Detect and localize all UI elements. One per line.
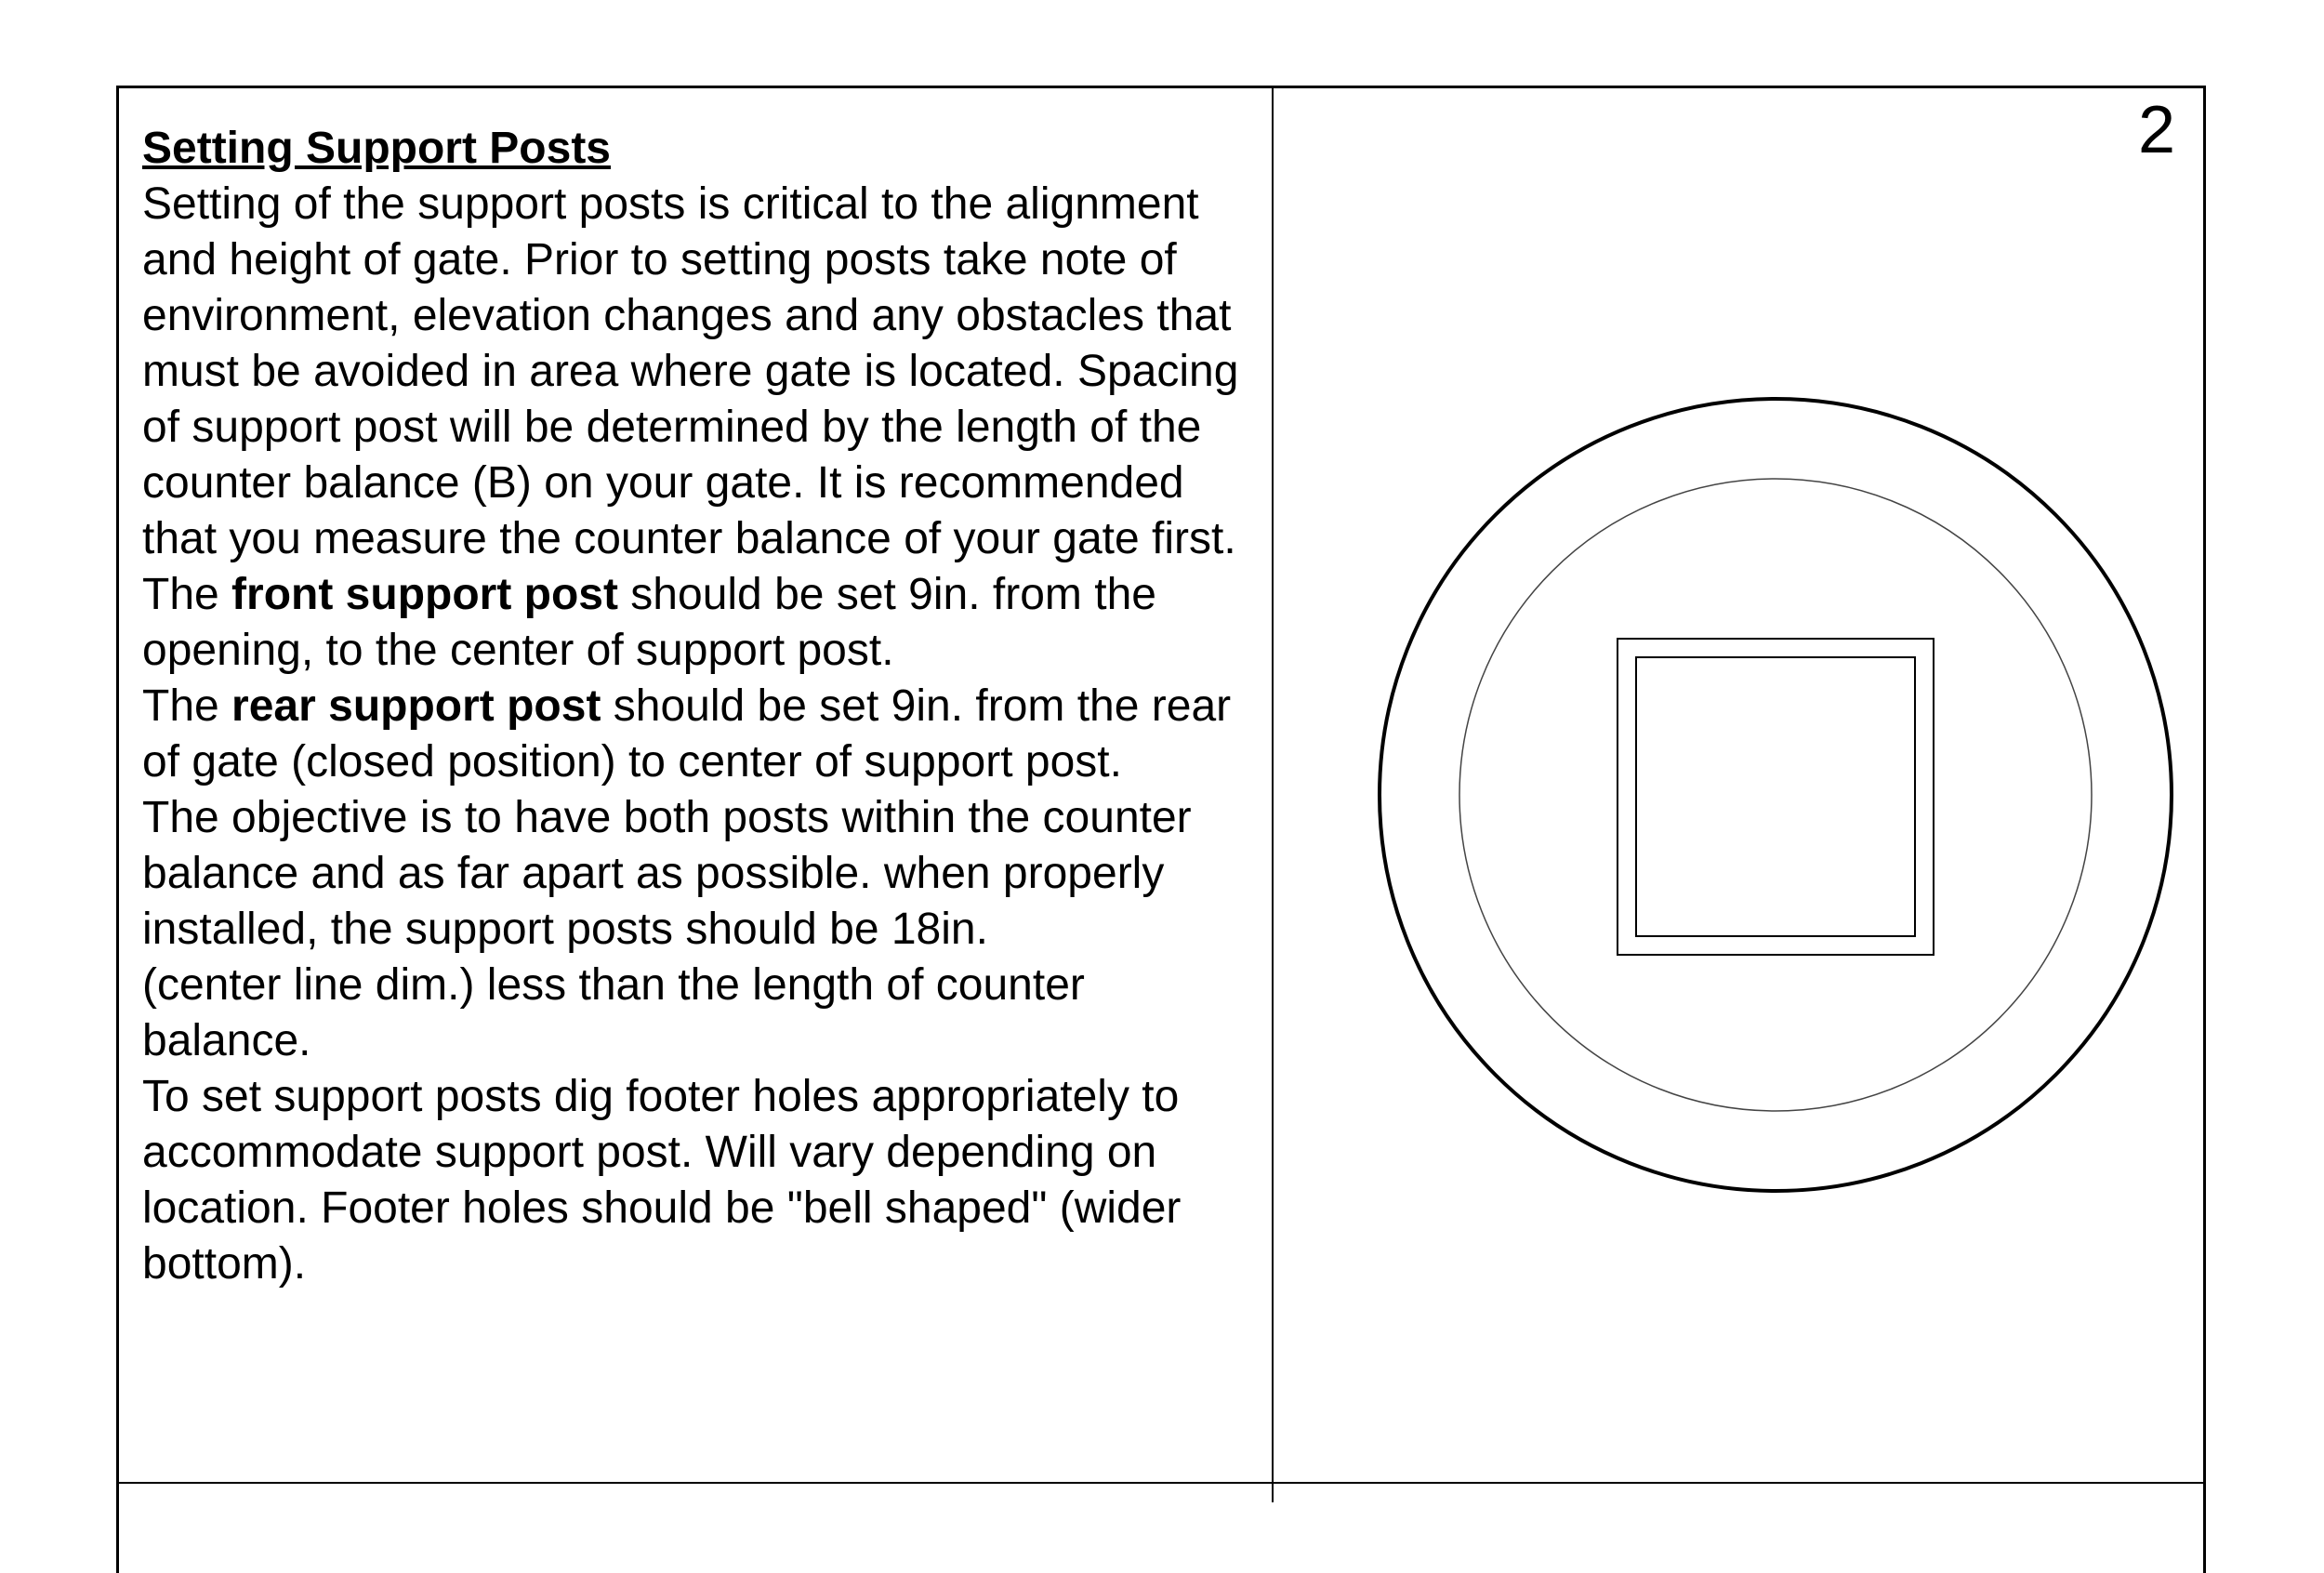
rear-post-suffix: should be set 9in. from the rear of gate (closed position) to center of support post. <box>142 681 1232 786</box>
footer-hole-inner-circle <box>1459 479 2092 1111</box>
objective-paragraph: The objective is to have both posts within the counter balance and as far apart as possible. when properly installed, the support posts should be 18in. <box>142 793 1192 954</box>
rear-post-prefix: The <box>142 681 232 731</box>
support-post-outer-square <box>1618 639 1934 955</box>
rear-post-term: rear support post <box>231 681 601 731</box>
row-divider <box>116 1482 2206 1484</box>
support-post-inner-square <box>1636 657 1915 936</box>
front-post-suffix: should be set 9in. from the opening, to the center of support post. <box>142 570 1156 675</box>
post-footer-diagram <box>1376 395 2175 1195</box>
front-post-prefix: The <box>142 570 232 619</box>
front-post-paragraph <box>142 567 1262 679</box>
instructions-panel <box>142 121 1262 1292</box>
footer-hole-outer-circle <box>1380 399 2172 1191</box>
intro-paragraph: Setting of the support posts is critical to the alignment and height of gate. Prior to setting posts take note of environment, elevation changes and any obstacles that must be avoided in area where gate is located. Spacing of support post will be determined by the length of the counter balance (B) on your gate. It is recommended that you measure the counter balance of your gate first. <box>142 179 1239 563</box>
front-post-term: front support post <box>231 570 618 619</box>
rear-post-paragraph <box>142 679 1262 790</box>
page-number: 2 <box>2137 93 2175 167</box>
section-heading: Setting Support Posts <box>142 124 611 173</box>
column-divider <box>1272 86 1274 1502</box>
footer-holes-paragraph: To set support posts dig footer holes appropriately to accommodate support post. Will vary depending on location. Footer holes should be "bell shaped" (wider bottom). <box>142 1072 1182 1289</box>
centerline-paragraph: (center line dim.) less than the length of counter balance. <box>142 960 1085 1065</box>
